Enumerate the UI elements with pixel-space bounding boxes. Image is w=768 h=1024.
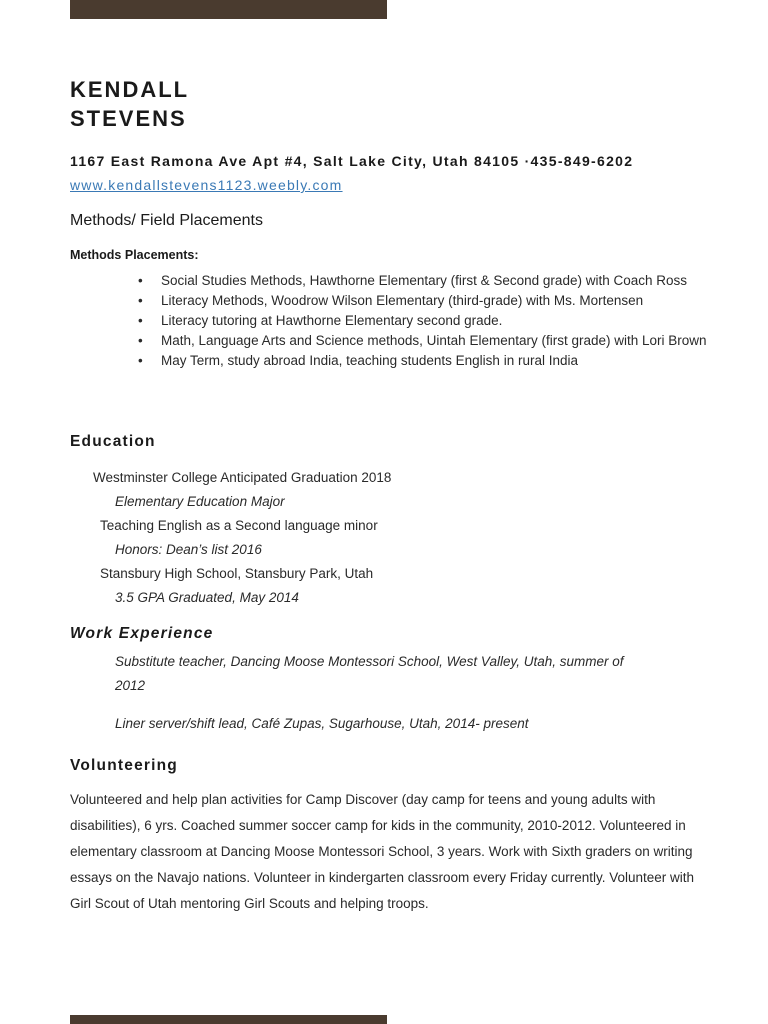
education-honors: Honors: Dean’s list 2016 bbox=[115, 542, 262, 557]
bottom-decorative-bar bbox=[70, 1015, 387, 1024]
contact-address: 1167 East Ramona Ave Apt #4, Salt Lake City, Utah 84105 ·435-849-6202 bbox=[70, 153, 634, 169]
work-job2: Liner server/shift lead, Café Zupas, Sugarhouse, Utah, 2014- present bbox=[115, 716, 529, 731]
volunteering-heading: Volunteering bbox=[70, 757, 178, 774]
name-last: STEVENS bbox=[70, 106, 187, 131]
education-minor: Teaching English as a Second language minor bbox=[100, 518, 378, 533]
work-heading: Work Experience bbox=[70, 625, 214, 642]
list-item: • Social Studies Methods, Hawthorne Elementary (first & Second grade) with Coach Ross bbox=[138, 271, 708, 291]
education-high-school: Stansbury High School, Stansbury Park, Utah bbox=[100, 566, 374, 581]
work-job1-line2: 2012 bbox=[115, 678, 146, 693]
website-link[interactable]: www.kendallstevens1123.weebly.com bbox=[70, 177, 343, 193]
volunteering-paragraph: Volunteered and help plan activities for Camp Discover (day camp for teens and young adults with disabilities), 6 yrs. Coached summer soccer camp for kids in the community, 2010-2012. Volunteered in elementary classroom at Dancing Moose Montessori School, 3 years. Work with Sixth graders on writing essays on the Navajo nations. Volunteer in kindergarten classroom every Friday currently. Volunteer with Girl Scout of Utah mentoring Girl Scouts and helping troops. bbox=[70, 792, 695, 911]
education-major: Elementary Education Major bbox=[115, 494, 285, 509]
work-job1-line1: Substitute teacher, Dancing Moose Montessori School, West Valley, Utah, summer of bbox=[115, 654, 624, 669]
list-item: • Math, Language Arts and Science methods, Uintah Elementary (first grade) with Lori Brown bbox=[138, 331, 708, 351]
methods-heading: Methods/ Field Placements bbox=[70, 212, 263, 229]
education-gpa: 3.5 GPA Graduated, May 2014 bbox=[115, 590, 299, 605]
list-item: • May Term, study abroad India, teaching students English in rural India bbox=[138, 351, 708, 371]
methods-list bbox=[138, 271, 708, 371]
methods-subheading: Methods Placements: bbox=[70, 248, 199, 262]
education-heading: Education bbox=[70, 433, 156, 450]
name-first: KENDALL bbox=[70, 77, 190, 102]
resume-name bbox=[70, 75, 189, 133]
list-item: • Literacy tutoring at Hawthorne Elementary second grade. bbox=[138, 311, 708, 331]
top-decorative-bar bbox=[70, 0, 387, 19]
education-college: Westminster College Anticipated Graduation 2018 bbox=[93, 470, 392, 485]
list-item: • Literacy Methods, Woodrow Wilson Elementary (third-grade) with Ms. Mortensen bbox=[138, 291, 708, 311]
